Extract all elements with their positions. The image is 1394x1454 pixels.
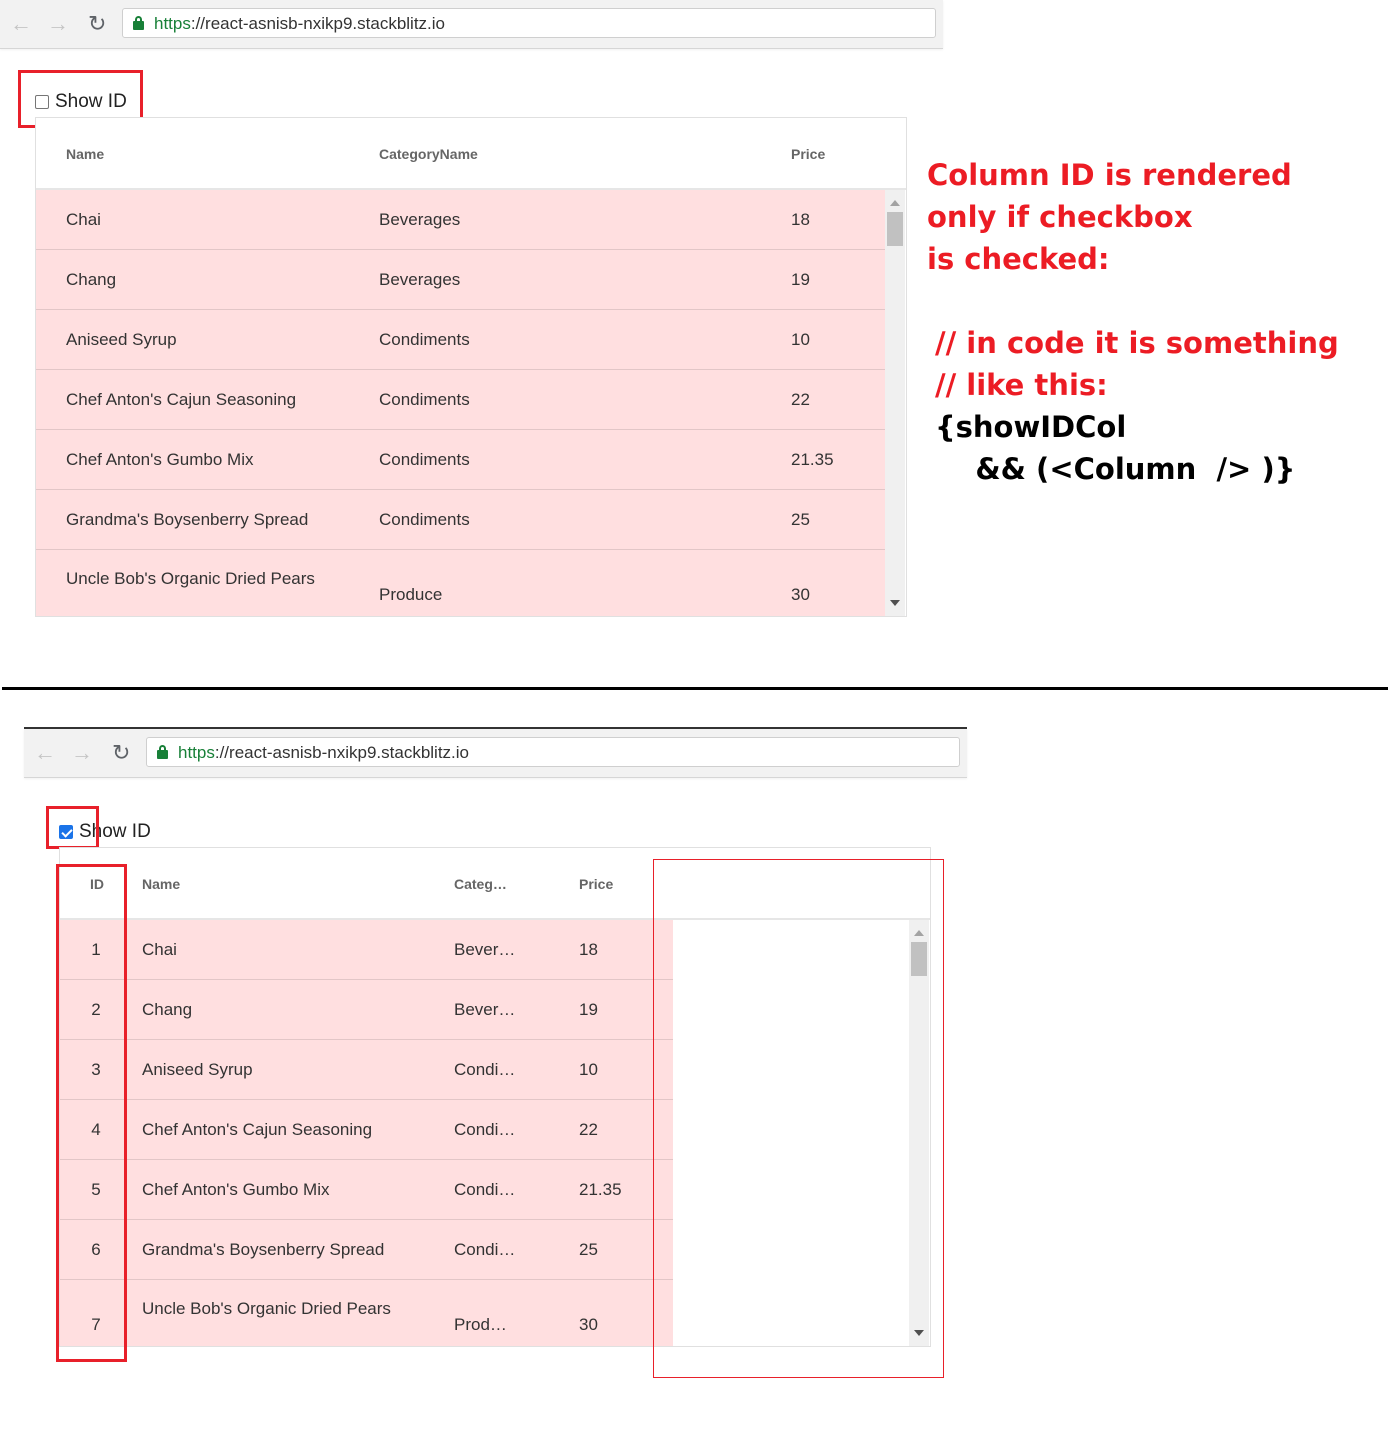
cell-category: Bever… xyxy=(454,940,516,959)
cell-price: 10 xyxy=(791,330,810,349)
cell-category: Beverages xyxy=(379,210,461,229)
cell-category: Condiments xyxy=(379,450,470,469)
annotation-code: && (<Column /> )} xyxy=(935,452,1296,486)
column-header-category[interactable]: CategoryName xyxy=(379,146,478,162)
show-id-label: Show ID xyxy=(79,821,151,842)
cell-name: Chai xyxy=(142,940,177,959)
cell-name: Grandma's Boysenberry Spread xyxy=(142,1240,385,1259)
cell-price: 19 xyxy=(579,1000,598,1019)
annotation-title: only if checkbox xyxy=(927,200,1193,234)
table-row[interactable] xyxy=(60,1100,673,1160)
cell-id: 6 xyxy=(91,1240,101,1259)
cell-price: 22 xyxy=(791,390,810,409)
cell-name: Chef Anton's Gumbo Mix xyxy=(66,450,254,469)
table-row[interactable] xyxy=(36,370,885,430)
forward-arrow-icon[interactable]: → xyxy=(71,740,93,765)
section-divider xyxy=(2,687,1388,690)
column-header-name[interactable]: Name xyxy=(142,876,181,892)
cell-name: Aniseed Syrup xyxy=(142,1060,253,1079)
cell-id: 3 xyxy=(91,1060,101,1079)
cell-name: Chef Anton's Cajun Seasoning xyxy=(66,390,297,409)
cell-price: 21.35 xyxy=(791,450,834,469)
annotation-comment: // in code it is something xyxy=(935,326,1339,360)
cell-id: 2 xyxy=(91,1000,101,1019)
cell-id: 7 xyxy=(91,1315,101,1334)
scroll-up-arrow-icon[interactable] xyxy=(890,200,900,206)
cell-category: Condi… xyxy=(454,1180,516,1199)
id-column-highlight-box xyxy=(56,864,127,1362)
cell-name: Grandma's Boysenberry Spread xyxy=(66,510,309,529)
url-text: https://react-asnisb-nxikp9.stackblitz.io xyxy=(154,14,446,33)
cell-name: Chef Anton's Cajun Seasoning xyxy=(142,1120,373,1139)
table-row[interactable] xyxy=(60,1040,673,1100)
cell-category: Condiments xyxy=(379,510,470,529)
cell-price: 25 xyxy=(579,1240,598,1259)
annotation-title: is checked: xyxy=(927,242,1110,276)
browser-toolbar-bottom xyxy=(24,729,967,778)
table-row[interactable] xyxy=(36,550,885,616)
empty-area-highlight-box xyxy=(653,859,944,1378)
cell-category: Bever… xyxy=(454,1000,516,1019)
cell-category: Prod… xyxy=(454,1315,507,1334)
products-grid-top xyxy=(35,117,907,617)
cell-category: Condi… xyxy=(454,1120,516,1139)
table-row[interactable] xyxy=(60,920,673,980)
reload-icon[interactable]: ↻ xyxy=(112,740,131,765)
cell-id: 4 xyxy=(91,1120,101,1139)
table-row[interactable] xyxy=(36,250,885,310)
cell-category: Condiments xyxy=(379,390,470,409)
grid-header xyxy=(36,118,906,190)
annotation-comment: // like this: xyxy=(935,368,1108,402)
cell-id: 5 xyxy=(91,1180,101,1199)
cell-price: 18 xyxy=(791,210,810,229)
cell-category: Condi… xyxy=(454,1240,516,1259)
table-row[interactable] xyxy=(60,1160,673,1220)
address-bar[interactable] xyxy=(122,8,936,38)
table-row[interactable] xyxy=(60,1220,673,1280)
cell-name: Chai xyxy=(66,210,101,229)
checkbox-highlight-box xyxy=(46,806,99,849)
cell-category: Condiments xyxy=(379,330,470,349)
column-header-name[interactable]: Name xyxy=(66,146,105,162)
cell-price: 30 xyxy=(791,585,810,604)
table-row[interactable] xyxy=(36,430,885,490)
lock-icon xyxy=(157,745,168,758)
scroll-down-arrow-icon[interactable] xyxy=(890,600,900,606)
cell-name: Uncle Bob's Organic Dried Pears xyxy=(142,1299,391,1318)
annotation-title: Column ID is rendered xyxy=(927,158,1292,192)
show-id-label: Show ID xyxy=(55,91,127,112)
grid-body xyxy=(36,190,885,616)
cell-category: Condi… xyxy=(454,1060,516,1079)
cell-price: 18 xyxy=(579,940,598,959)
table-row[interactable] xyxy=(60,980,673,1040)
cell-name: Uncle Bob's Organic Dried Pears xyxy=(66,569,315,588)
cell-price: 10 xyxy=(579,1060,598,1079)
cell-name: Aniseed Syrup xyxy=(66,330,177,349)
cell-price: 30 xyxy=(579,1315,598,1334)
table-row[interactable] xyxy=(60,1280,673,1346)
cell-name: Chang xyxy=(66,270,117,289)
column-header-category[interactable]: Categ… xyxy=(454,876,507,892)
forward-arrow-icon[interactable]: → xyxy=(47,11,69,36)
address-bar[interactable] xyxy=(146,737,960,767)
cell-category: Beverages xyxy=(379,270,461,289)
annotation-code: {showIDCol xyxy=(935,410,1127,444)
cell-price: 25 xyxy=(791,510,810,529)
scroll-thumb[interactable] xyxy=(887,212,903,246)
cell-name: Chef Anton's Gumbo Mix xyxy=(142,1180,330,1199)
column-header-price[interactable]: Price xyxy=(579,876,614,892)
url-text: https://react-asnisb-nxikp9.stackblitz.io xyxy=(178,743,470,762)
back-arrow-icon[interactable]: ← xyxy=(10,11,32,36)
table-row[interactable] xyxy=(36,310,885,370)
vertical-scrollbar[interactable] xyxy=(885,190,905,616)
cell-price: 21.35 xyxy=(579,1180,622,1199)
cell-price: 22 xyxy=(579,1120,598,1139)
reload-icon[interactable]: ↻ xyxy=(88,11,107,36)
column-header-price[interactable]: Price xyxy=(791,146,826,162)
table-row[interactable] xyxy=(36,190,885,250)
browser-toolbar-top xyxy=(0,0,943,49)
column-header-id[interactable]: ID xyxy=(90,876,104,892)
cell-category: Produce xyxy=(379,585,443,604)
lock-icon xyxy=(133,16,144,29)
cell-price: 19 xyxy=(791,270,810,289)
back-arrow-icon[interactable]: ← xyxy=(34,740,56,765)
cell-id: 1 xyxy=(91,940,101,959)
cell-name: Chang xyxy=(142,1000,193,1019)
table-row[interactable] xyxy=(36,490,885,550)
